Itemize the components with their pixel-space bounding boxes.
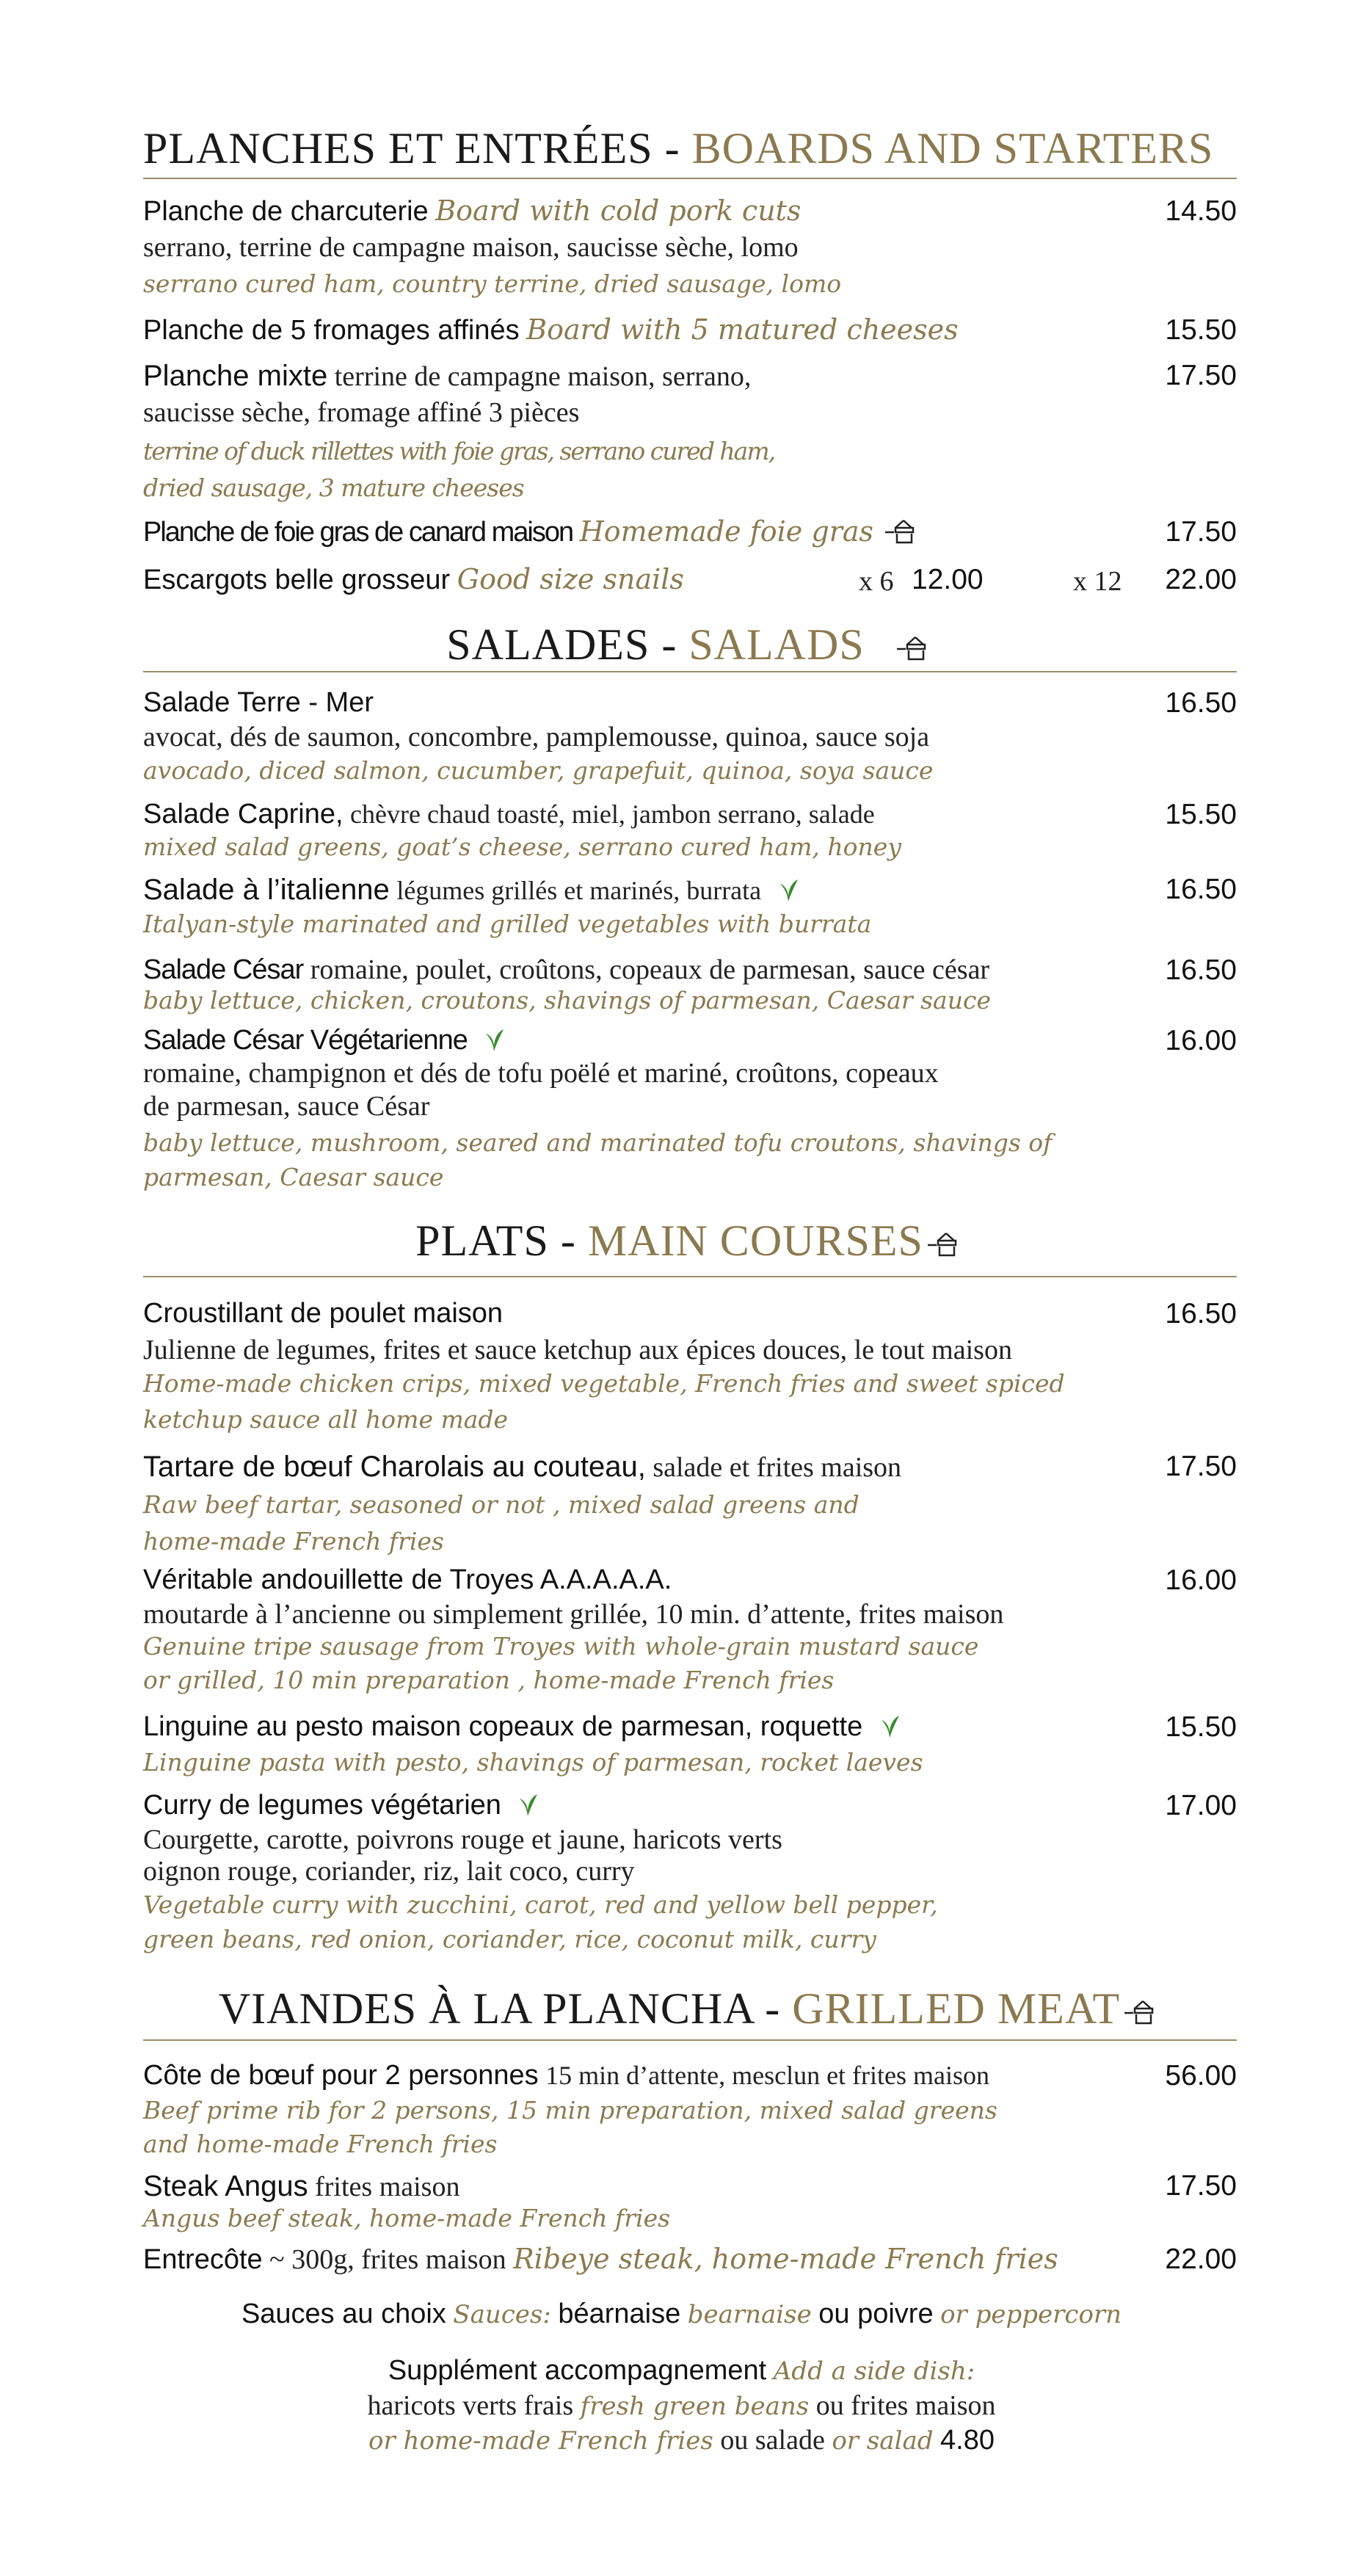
section-title-fr: SALADES - [446, 620, 677, 669]
side-option: haricots verts frais [367, 2390, 574, 2421]
side-option-en: fresh green beans [580, 2392, 810, 2421]
item-desc-en: home-made French fries [143, 1527, 444, 1556]
item-desc-en: Linguine pasta with pesto, shavings of parmesan, rocket laeves [143, 1748, 923, 1777]
item-name: Véritable andouillette de Troyes A.A.A.A.A. [143, 1564, 672, 1595]
item-name: Planche de 5 fromages affinés [143, 315, 520, 346]
item-desc-en: Genuine tripe sausage from Troyes with whole-grain mustard sauce [143, 1632, 979, 1661]
item-desc-en: serrano cured ham, country terrine, dried sausage, lomo [143, 269, 842, 298]
leaf-icon [484, 1028, 506, 1058]
side-dish-label: Supplément accompagnement [388, 2355, 767, 2386]
leaf-icon [779, 878, 801, 908]
item-name-en: Board with 5 matured cheeses [526, 313, 959, 346]
item-name: Escargots belle grosseur [143, 565, 451, 595]
item-desc-fr: chèvre chaud toasté, miel, jambon serrano, salade [350, 799, 875, 829]
item-desc-fr: saucisse sèche, fromage affiné 3 pièces [143, 397, 580, 428]
side-option-en: or salad [832, 2426, 934, 2456]
section-divider [143, 2039, 1237, 2041]
section-title-en: GRILLED MEAT [792, 1984, 1121, 2033]
item-name: Entrecôte [143, 2244, 263, 2275]
item-price: 16.00 [1165, 1564, 1237, 1596]
item-desc-en: and home-made French fries [143, 2130, 498, 2158]
item-price: 16.50 [1165, 687, 1237, 719]
item-desc-en: parmesan, Caesar sauce [143, 1163, 444, 1191]
item-price: 17.50 [1165, 2170, 1237, 2202]
menu-item-escargots [143, 565, 684, 594]
section-title-fr: PLATS - [415, 1216, 576, 1265]
item-desc-en: mixed salad greens, goat’s cheese, serrano cured ham, honey [143, 832, 901, 861]
cooking-pot-icon [897, 627, 934, 671]
section-divider [143, 178, 1237, 179]
cooking-pot-icon [928, 1223, 964, 1267]
item-name-en: Ribeye steak, home-made French fries [513, 2243, 1058, 2275]
item-price: 16.50 [1165, 1298, 1237, 1329]
item-desc-fr: romaine, poulet, croûtons, copeaux de parmesan, sauce césar [310, 954, 990, 985]
section-title-grill [143, 1984, 1237, 2035]
item-desc-en: green beans, red onion, coriander, rice, coconut milk, curry [143, 1925, 876, 1953]
item-desc-en: Vegetable curry with zucchini, carot, red and yellow bell pepper, [143, 1890, 938, 1919]
side-option: ou frites maison [815, 2390, 996, 2421]
item-price: 17.00 [1165, 1790, 1237, 1821]
item-desc-fr: légumes grillés et marinés, burrata [396, 876, 762, 905]
item-price: 22.00 [1165, 564, 1237, 595]
item-desc-fr: romaine, champignon et dés de tofu poëlé et mariné, croûtons, copeaux [143, 1058, 939, 1089]
sauce-option-en: or peppercorn [940, 2300, 1122, 2329]
side-dish-label-en: Add a side dish: [773, 2357, 975, 2386]
item-price: 15.50 [1165, 314, 1237, 346]
item-name: Salade César [143, 954, 304, 985]
item-name: Planche de foie gras de canard maison [143, 517, 573, 548]
section-divider [143, 1276, 1237, 1277]
menu-item-entrecote [143, 2245, 1058, 2274]
item-desc-en: Home-made chicken crips, mixed vegetable, French fries and sweet spiced [143, 1369, 1065, 1398]
sauces-label-en: Sauces: [453, 2300, 551, 2329]
section-divider [143, 671, 1237, 672]
item-price: 17.50 [1165, 516, 1237, 548]
side-dish-options [0, 2426, 1363, 2454]
item-desc-en: Italyan-style marinated and grilled vegetables with burrata [143, 910, 872, 938]
item-desc-en: dried sausage, 3 mature cheeses [143, 474, 524, 502]
item-price: 15.50 [1165, 799, 1237, 830]
item-name-en: Good size snails [457, 563, 684, 595]
item-price: 22.00 [1165, 2243, 1237, 2275]
menu-item-foiegras [143, 515, 922, 552]
side-option: ou salade [720, 2425, 825, 2456]
item-desc-en: baby lettuce, mushroom, seared and marinated tofu croutons, shavings of [143, 1128, 1053, 1157]
sauces-label: Sauces au choix [241, 2299, 446, 2329]
section-title-en: MAIN COURSES [587, 1216, 923, 1265]
cooking-pot-icon [1124, 1991, 1161, 2035]
menu-item-mixte [143, 361, 751, 391]
leaf-icon [518, 1793, 540, 1823]
menu-item-caprine [143, 800, 875, 828]
sauce-option: ou poivre [818, 2299, 934, 2329]
item-desc-fr: de parmesan, sauce César [143, 1091, 430, 1122]
sauce-option-en: bearnaise [687, 2300, 812, 2329]
item-price: 16.50 [1165, 874, 1237, 905]
menu-item-curry [143, 1791, 540, 1823]
item-desc-en: baby lettuce, chicken, croutons, shavings of parmesan, Caesar sauce [143, 986, 991, 1015]
section-title-boards [143, 124, 1237, 173]
item-qty: x 6 [859, 566, 894, 597]
side-dish-price: 4.80 [940, 2425, 995, 2456]
side-dish-options [0, 2392, 1363, 2420]
item-desc-fr: serrano, terrine de campagne maison, saucisse sèche, lomo [143, 232, 799, 263]
cooking-pot-icon [885, 518, 922, 552]
item-name: Côte de bœuf pour 2 personnes [143, 2060, 539, 2091]
item-desc-en: terrine of duck rillettes with foie gras, serrano cured ham, [143, 437, 775, 465]
item-price: 56.00 [1165, 2060, 1237, 2091]
section-title-fr: VIANDES À LA PLANCHA - [218, 1984, 781, 2033]
item-desc-en: Beef prime rib for 2 persons, 15 min preparation, mixed salad greens [143, 2096, 997, 2125]
menu-item-cotedeboeuf [143, 2061, 989, 2089]
item-desc-fr: ~ 300g, frites maison [269, 2244, 506, 2275]
item-name: Linguine au pesto maison copeaux de parmesan, roquette [143, 1711, 863, 1742]
item-desc-en: or grilled, 10 min preparation , home-made French fries [143, 1666, 835, 1694]
item-price: 17.50 [1165, 360, 1237, 391]
item-desc-fr: Julienne de legumes, frites et sauce ketchup aux épices douces, le tout maison [143, 1335, 1012, 1365]
item-name: Salade Terre - Mer [143, 687, 374, 718]
item-price: 16.50 [1165, 954, 1237, 986]
menu-item-angus [143, 2172, 459, 2201]
item-desc-fr: oignon rouge, coriander, riz, lait coco, curry [143, 1856, 635, 1887]
item-desc-fr: terrine de campagne maison, serrano, [334, 361, 752, 392]
item-name: Steak Angus [143, 2170, 308, 2202]
menu-item-italienne [143, 875, 801, 908]
sauces-line [0, 2300, 1363, 2328]
item-name: Salade à l’italienne [143, 874, 390, 906]
menu-item-charcuterie [143, 197, 801, 225]
item-price: 16.00 [1165, 1025, 1237, 1056]
item-price: 15.50 [1165, 1711, 1237, 1743]
item-desc-en: ketchup sauce all home made [143, 1405, 509, 1434]
section-title-salads [143, 620, 1237, 671]
section-title-en: BOARDS AND STARTERS [691, 124, 1214, 173]
item-name: Tartare de bœuf Charolais au couteau, [143, 1451, 646, 1483]
menu-item-linguine [143, 1713, 902, 1744]
section-title-en: SALADS [688, 620, 865, 669]
item-desc-fr: 15 min d’attente, mesclun et frites maison [545, 2061, 990, 2090]
item-desc-en: avocado, diced salmon, cucumber, grapefuit, quinoa, soya sauce [143, 756, 934, 785]
item-desc-en: Angus beef steak, home-made French fries [143, 2204, 671, 2232]
item-price: 17.50 [1165, 1451, 1237, 1482]
item-desc-fr: moutarde à l’ancienne ou simplement grillée, 10 min. d’attente, frites maison [143, 1599, 1004, 1630]
item-desc-fr: frites maison [315, 2172, 460, 2202]
item-desc-fr: Courgette, carotte, poivrons rouge et jaune, haricots verts [143, 1824, 782, 1855]
menu-item-cheese [143, 313, 959, 346]
item-price: 14.50 [1165, 195, 1237, 227]
section-title-fr: PLANCHES ET ENTRÉES - [143, 124, 680, 173]
item-desc-fr: avocat, dés de saumon, concombre, pamplemousse, quinoa, sauce soja [143, 722, 930, 752]
menu-item-tartare [143, 1452, 901, 1481]
item-name: Croustillant de poulet maison [143, 1298, 504, 1329]
item-name: Salade César Végétarienne [143, 1025, 468, 1056]
leaf-icon [880, 1714, 902, 1744]
menu-item-cesarveg [143, 1026, 506, 1058]
item-name-en: Board with cold pork cuts [435, 195, 802, 227]
item-desc-fr: salade et frites maison [653, 1452, 902, 1483]
section-title-mains [143, 1216, 1237, 1267]
item-name: Salade Caprine, [143, 799, 344, 830]
item-name: Curry de legumes végétarien [143, 1790, 501, 1821]
item-name-en: Homemade foie gras [579, 515, 874, 548]
side-dish-title [0, 2357, 1363, 2384]
side-option-en: or home-made French fries [368, 2426, 713, 2456]
item-desc-en: Raw beef tartar, seasoned or not , mixed salad greens and [143, 1490, 859, 1519]
menu-item-cesar [143, 956, 989, 984]
item-name: Planche de charcuterie [143, 196, 429, 227]
item-price: 12.00 [912, 564, 984, 595]
sauce-option: béarnaise [558, 2299, 681, 2329]
item-name: Planche mixte [143, 360, 328, 392]
item-qty: x 12 [1073, 566, 1122, 597]
